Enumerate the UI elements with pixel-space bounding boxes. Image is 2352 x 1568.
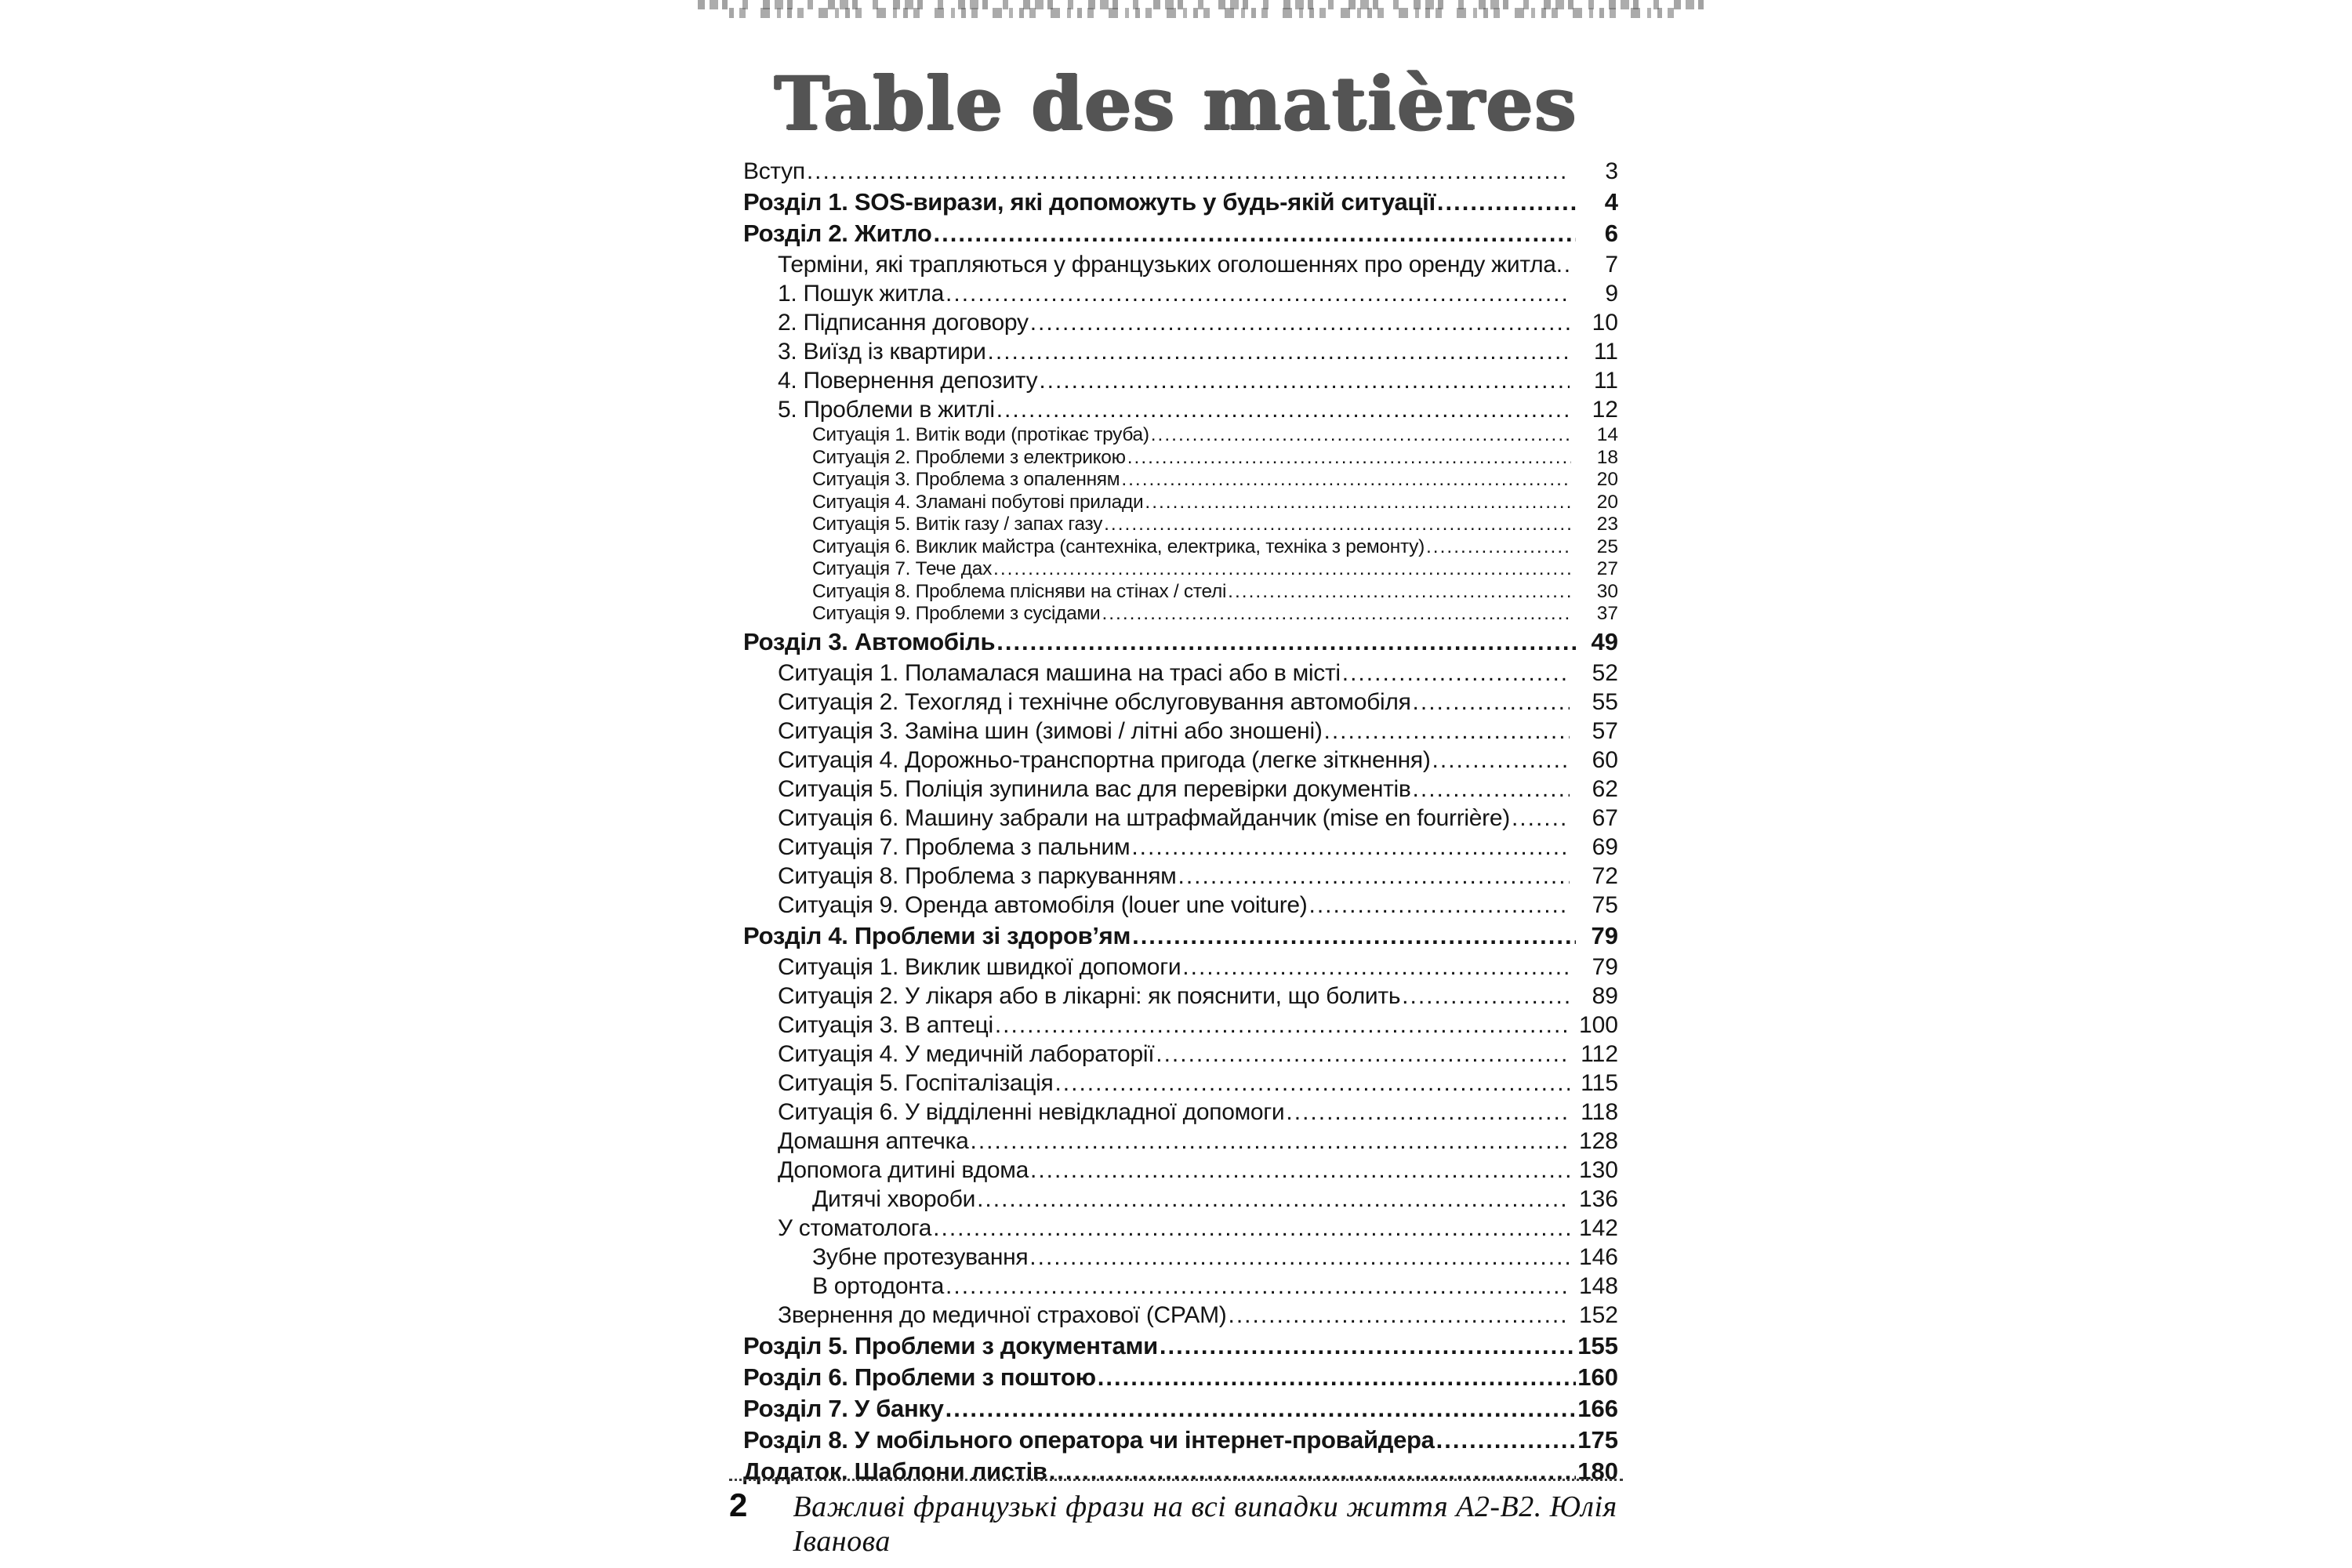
toc-entry <box>743 1243 1618 1272</box>
toc-entry-label: Ситуація 6. Виклик майстра (сантехніка, електрика, техніка з ремонту) <box>812 535 1425 557</box>
toc-entry <box>743 447 1618 470</box>
dot-leader <box>1342 659 1570 688</box>
toc-entry-label: Ситуація 4. У медичній лабораторії <box>778 1040 1155 1067</box>
page-title: Table des matières <box>774 61 1578 147</box>
toc-entry <box>743 1011 1618 1040</box>
dot-leader <box>1512 804 1570 833</box>
toc-entry <box>743 982 1618 1011</box>
toc-entry-label: Розділ 3. Автомобіль <box>743 627 996 655</box>
toc-entry-label: Ситуація 1. Поламалася машина на трасі або в місті <box>778 659 1341 686</box>
toc-entry <box>743 862 1618 891</box>
toc-entry <box>743 1214 1618 1243</box>
toc-entry-label: Розділ 1. SOS-вирази, які допоможуть у будь-якій ситуації <box>743 188 1436 216</box>
toc-entry-label: Ситуація 3. В аптеці <box>778 1011 993 1038</box>
toc-entry-label: Ситуація 8. Проблема з паркуванням <box>778 862 1177 889</box>
dot-leader <box>1104 514 1571 536</box>
dot-leader <box>977 1185 1570 1214</box>
toc-entry <box>743 469 1618 492</box>
toc-page-number: 75 <box>1592 891 1618 918</box>
toc-page-number: 180 <box>1577 1457 1618 1485</box>
page-footer <box>729 1479 1623 1559</box>
toc-page-number: 3 <box>1605 158 1618 184</box>
toc-page-number: 175 <box>1577 1425 1618 1454</box>
dot-leader <box>1145 492 1571 514</box>
dot-leader <box>1308 891 1570 920</box>
dot-leader <box>1160 1331 1576 1361</box>
dot-leader <box>807 157 1570 186</box>
toc-entry-label: Ситуація 6. У відділенні невідкладної допомоги <box>778 1098 1285 1125</box>
toc-entry-label: Ситуація 9. Оренда автомобіля (louer une voiture) <box>778 891 1308 918</box>
toc-entry-label: Ситуація 6. Машину забрали на штрафмайданчик (mise en fourrière) <box>778 804 1510 831</box>
dot-leader <box>1324 717 1570 746</box>
toc-entry-label: Домашня аптечка <box>778 1127 969 1154</box>
toc-entry-label: Звернення до медичної страхової (CPAM) <box>778 1301 1227 1328</box>
toc-page-number: 146 <box>1578 1243 1618 1270</box>
dot-leader <box>933 219 1576 249</box>
toc-entry-label: Ситуація 4. Зламані побутові прилади <box>812 491 1144 513</box>
toc-entry <box>743 804 1618 833</box>
toc-page-number: 20 <box>1596 469 1618 490</box>
toc-page-number: 18 <box>1596 446 1618 468</box>
toc-page-number: 23 <box>1596 514 1618 535</box>
toc-entry-label: Дитячі хвороби <box>812 1185 976 1212</box>
toc-page-number: 136 <box>1578 1185 1618 1212</box>
dot-leader <box>1426 536 1571 559</box>
toc-entry <box>743 492 1618 514</box>
toc-entry-label: Ситуація 2. У лікаря або в лікарні: як пояснити, що болить <box>778 982 1401 1009</box>
toc-entry <box>743 366 1618 395</box>
toc-entry-label: Ситуація 4. Дорожньо-транспортна пригода (легке зіткнення) <box>778 746 1431 773</box>
dot-leader <box>1182 953 1570 982</box>
dot-leader <box>946 1394 1576 1424</box>
toc-entry <box>743 1185 1618 1214</box>
toc-entry <box>743 1272 1618 1301</box>
dot-leader <box>988 337 1570 366</box>
toc-entry <box>743 395 1618 424</box>
toc-entry <box>743 953 1618 982</box>
toc-entry <box>743 308 1618 337</box>
toc-entry <box>743 717 1618 746</box>
toc-page-number: 128 <box>1578 1127 1618 1154</box>
toc-entry-label: Ситуація 5. Госпіталізація <box>778 1069 1054 1096</box>
toc-entry-label: Зубне протезування <box>812 1243 1029 1270</box>
toc-page-number: 155 <box>1577 1331 1618 1359</box>
toc-entry-label: У стоматолога <box>778 1214 932 1241</box>
toc-page-number: 72 <box>1592 862 1618 889</box>
toc-page-number: 52 <box>1592 659 1618 686</box>
dot-leader <box>1413 688 1570 717</box>
toc-page-number: 60 <box>1592 746 1618 773</box>
toc-page-number: 67 <box>1592 804 1618 831</box>
dot-leader <box>1228 581 1571 604</box>
dot-leader <box>1437 187 1576 217</box>
toc-page-number: 160 <box>1577 1363 1618 1391</box>
toc-page-number: 12 <box>1592 397 1618 423</box>
toc-page-number: 62 <box>1592 775 1618 802</box>
toc-page-number: 6 <box>1604 220 1618 247</box>
dot-leader <box>1132 921 1576 951</box>
toc-entry <box>743 187 1618 217</box>
dot-leader <box>996 627 1576 657</box>
toc-entry-label: Ситуація 9. Проблеми з сусідами <box>812 603 1101 624</box>
dot-leader <box>1029 1243 1570 1272</box>
dot-leader <box>1432 746 1570 775</box>
toc-page-number: 115 <box>1581 1069 1618 1096</box>
toc-entry <box>743 659 1618 688</box>
toc-page-number: 89 <box>1592 982 1618 1009</box>
toc-page-number: 130 <box>1578 1156 1618 1183</box>
dot-leader <box>946 279 1570 308</box>
toc-entry-label: Ситуація 2. Проблеми з електрикою <box>812 446 1126 468</box>
dot-leader <box>1413 775 1570 804</box>
toc-page-number: 100 <box>1578 1011 1618 1038</box>
toc-page-number: 79 <box>1591 921 1618 949</box>
dot-leader <box>933 1214 1570 1243</box>
toc-page-number: 9 <box>1605 281 1618 307</box>
toc-entry-label: Ситуація 2. Техогляд і технічне обслуговування автомобіля <box>778 688 1411 715</box>
toc-entry-label: В ортодонта <box>812 1272 945 1299</box>
toc-page-number: 166 <box>1577 1394 1618 1422</box>
dot-leader <box>946 1272 1570 1301</box>
dot-leader <box>1098 1363 1576 1392</box>
dot-leader <box>995 1011 1570 1040</box>
toc-page-number: 148 <box>1578 1272 1618 1299</box>
dot-leader <box>1178 862 1570 891</box>
toc-page-number: 79 <box>1592 953 1618 980</box>
dot-leader <box>1151 424 1571 447</box>
toc-entry-label: 3. Виїзд із квартири <box>778 339 986 365</box>
toc-entry-label: Розділ 6. Проблеми з поштою <box>743 1363 1096 1391</box>
toc-entry <box>743 536 1618 559</box>
dot-leader <box>1102 603 1571 626</box>
toc-entry <box>743 1069 1618 1098</box>
dot-leader <box>993 558 1571 581</box>
toc-entry-label: Ситуація 8. Проблема плісняви на стінах / стелі <box>812 580 1227 602</box>
dot-leader <box>1229 1301 1570 1330</box>
toc-entry-label: Ситуація 7. Тече дах <box>812 558 993 579</box>
toc-entry <box>743 1127 1618 1156</box>
toc-entry-label: Ситуація 1. Витік води (протікає труба) <box>812 424 1149 445</box>
footer-separator-line <box>729 1479 1623 1481</box>
toc-entry <box>743 746 1618 775</box>
toc-page-number: 11 <box>1593 339 1618 365</box>
toc-page-number: 57 <box>1592 717 1618 744</box>
toc-entry-label: 2. Підписання договору <box>778 310 1029 336</box>
dot-leader <box>1436 1425 1576 1455</box>
toc-entry-label: Розділ 4. Проблеми зі здоров’ям <box>743 921 1131 949</box>
toc-entry-label: Ситуація 1. Виклик швидкої допомоги <box>778 953 1181 980</box>
toc-entry-label: Розділ 7. У банку <box>743 1394 944 1422</box>
toc-entry <box>743 581 1618 604</box>
toc-entry <box>743 219 1618 249</box>
dot-leader <box>970 1127 1570 1156</box>
toc-entry-label: Ситуація 5. Витік газу / запах газу <box>812 514 1103 535</box>
toc-entry <box>743 1363 1618 1392</box>
toc-entry <box>743 279 1618 308</box>
toc-entry <box>743 558 1618 581</box>
toc-entry <box>743 514 1618 536</box>
dot-leader <box>996 395 1570 424</box>
table-of-contents <box>743 157 1618 1488</box>
toc-page-number: 55 <box>1592 688 1618 715</box>
toc-page-number: 4 <box>1604 188 1618 216</box>
footer-book-title: Важливі французькі фрази на всі випадки життя A2-B2. Юлія Іванова <box>793 1490 1617 1558</box>
toc-entry-label: Розділ 5. Проблеми з документами <box>743 1331 1158 1359</box>
toc-entry-label: Ситуація 5. Поліція зупинила вас для перевірки документів <box>778 775 1411 802</box>
toc-entry <box>743 1156 1618 1185</box>
toc-entry-label: Терміни, які трапляються у французьких оголошеннях про оренду житла. <box>778 252 1563 278</box>
toc-entry-label: 5. Проблеми в житлі <box>778 397 995 423</box>
dot-leader <box>1127 447 1571 470</box>
toc-entry-label: Ситуація 7. Проблема з пальним <box>778 833 1131 860</box>
dot-leader <box>1156 1040 1570 1069</box>
toc-entry <box>743 1301 1618 1330</box>
toc-entry <box>743 1331 1618 1361</box>
toc-page-number: 37 <box>1596 603 1618 624</box>
toc-entry <box>743 627 1618 657</box>
toc-entry <box>743 603 1618 626</box>
toc-entry-label: 4. Повернення депозиту <box>778 368 1038 394</box>
toc-entry-label: Ситуація 3. Заміна шин (зимові / літні або зношені) <box>778 717 1323 744</box>
dot-leader <box>1121 469 1571 492</box>
toc-page-number: 69 <box>1592 833 1618 860</box>
toc-page-number: 27 <box>1596 558 1618 579</box>
dot-leader <box>1402 982 1570 1011</box>
dot-leader <box>1030 308 1570 337</box>
toc-entry <box>743 337 1618 366</box>
toc-entry <box>743 1394 1618 1424</box>
toc-page-number: 152 <box>1578 1301 1618 1328</box>
footer-page-number: 2 <box>729 1486 748 1523</box>
toc-page-number: 25 <box>1596 535 1618 557</box>
toc-entry-label: Ситуація 3. Проблема з опаленням <box>812 469 1120 490</box>
toc-page-number: 10 <box>1592 310 1618 336</box>
toc-page-number: 112 <box>1581 1040 1618 1067</box>
toc-entry <box>743 921 1618 951</box>
toc-entry-label: Розділ 2. Житло <box>743 220 932 247</box>
toc-page-number: 14 <box>1596 424 1618 445</box>
toc-entry <box>743 250 1618 279</box>
toc-entry-label: Вступ <box>743 158 805 184</box>
toc-entry-label: Розділ 8. У мобільного оператора чи інтернет-провайдера <box>743 1425 1435 1454</box>
scan-artifact-cropped-text <box>698 0 1709 20</box>
toc-page-number: 11 <box>1593 368 1618 394</box>
toc-entry-label: Допомога дитині вдома <box>778 1156 1029 1183</box>
toc-page-number: 142 <box>1578 1214 1618 1241</box>
toc-entry <box>743 775 1618 804</box>
toc-entry <box>743 1098 1618 1127</box>
dot-leader <box>1039 366 1570 395</box>
toc-page-number: 118 <box>1581 1098 1618 1125</box>
toc-entry <box>743 1425 1618 1455</box>
toc-page-number: 20 <box>1596 491 1618 513</box>
toc-entry-label: 1. Пошук житла <box>778 281 945 307</box>
toc-entry-label: Додаток. Шаблони листів <box>743 1457 1047 1485</box>
dot-leader <box>1054 1069 1570 1098</box>
toc-entry <box>743 157 1618 186</box>
toc-page-number: 30 <box>1596 580 1618 602</box>
toc-entry <box>743 688 1618 717</box>
toc-entry <box>743 833 1618 862</box>
toc-page-number: 7 <box>1605 252 1618 278</box>
toc-entry <box>743 891 1618 920</box>
dot-leader <box>1030 1156 1570 1185</box>
dot-leader <box>1131 833 1570 862</box>
toc-entry <box>743 1040 1618 1069</box>
toc-page-number: 49 <box>1591 627 1618 655</box>
dot-leader <box>1564 250 1570 279</box>
dot-leader <box>1286 1098 1570 1127</box>
toc-entry <box>743 424 1618 447</box>
